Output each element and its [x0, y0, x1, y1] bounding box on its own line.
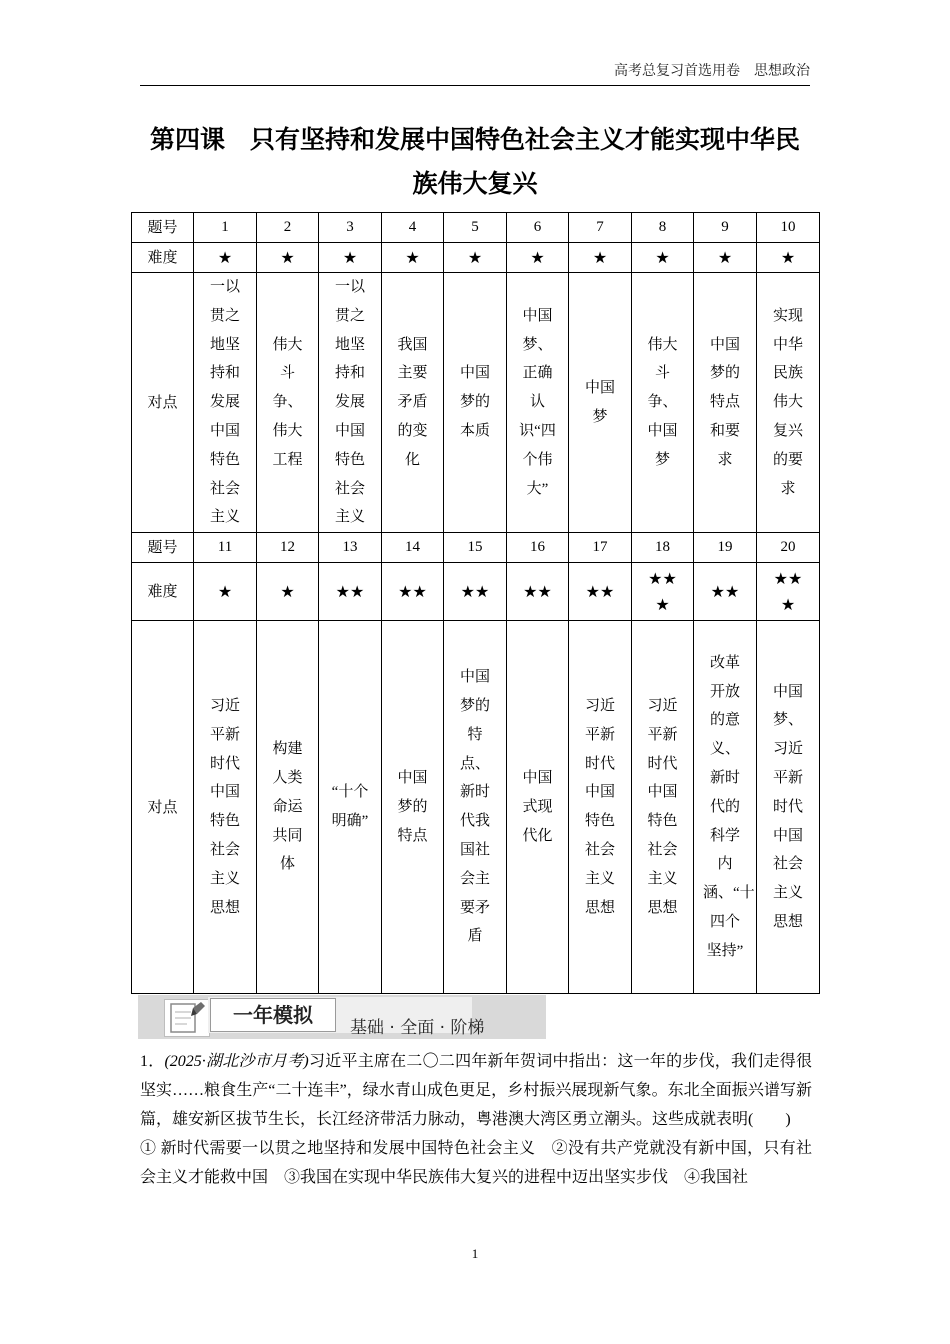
question-number-cell: 15 — [444, 533, 507, 563]
difficulty-stars: ★★ — [382, 563, 444, 621]
question-number-cell: 19 — [694, 533, 757, 563]
question-number-cell: 13 — [319, 533, 382, 563]
topic-text: 构建人类命运共同体 — [272, 741, 303, 873]
difficulty-stars-text: ★★★ — [648, 568, 677, 614]
topic-text: 一以贯之地坚持和发展中国特色社会主义 — [209, 279, 240, 526]
topic-text: 改革开放的意义、新时代的科学内涵、“十四个坚持” — [703, 654, 755, 959]
difficulty-stars: ★ — [194, 243, 257, 273]
topic-cell — [632, 621, 694, 994]
topic-cell — [382, 621, 444, 994]
question-options: ① 新时代需要一以贯之地坚持和发展中国特色社会主义 ②没有共产党就没有新中国，只有社会主义才能救中国 ③我国在实现中华民族伟大复兴的进程中迈出坚实步伐 ④我国社 — [140, 1140, 812, 1186]
question-number-cell: 16 — [507, 533, 569, 563]
running-header: 高考总复习首选用卷 思想政治 — [614, 64, 810, 79]
topic-text: 中国梦、习近平新时代中国社会主义思想 — [772, 683, 803, 931]
topic-cell — [757, 621, 820, 994]
banner-title: 一年模拟 — [210, 998, 336, 1032]
topic-cell — [757, 273, 820, 533]
question-1 — [140, 1047, 812, 1192]
question-number-cell: 4 — [382, 213, 444, 243]
table-row-topic-1 — [132, 273, 820, 533]
topic-cell — [382, 273, 444, 533]
question-number-cell: 3 — [319, 213, 382, 243]
pencil-icon — [164, 999, 210, 1037]
topic-text: “十个明确” — [331, 784, 369, 830]
topic-cell — [319, 273, 382, 533]
difficulty-stars: ★ — [569, 243, 632, 273]
difficulty-stars: ★★ — [694, 563, 757, 621]
difficulty-stars: ★ — [257, 243, 319, 273]
topic-text: 中国梦的本质 — [459, 365, 490, 439]
difficulty-stars — [632, 563, 694, 621]
topic-cell — [319, 621, 382, 994]
label-num: 题号 — [132, 533, 194, 563]
question-number-cell: 7 — [569, 213, 632, 243]
topic-text: 实现中华民族伟大复兴的要求 — [772, 307, 803, 497]
topic-cell — [257, 273, 319, 533]
difficulty-stars: ★★ — [444, 563, 507, 621]
section-banner — [138, 995, 546, 1039]
difficulty-stars: ★ — [194, 563, 257, 621]
table-row-diff-1 — [132, 243, 820, 273]
table-row-diff-2 — [132, 563, 820, 621]
page-number: 1 — [471, 1246, 479, 1261]
difficulty-stars: ★ — [507, 243, 569, 273]
question-number-cell: 11 — [194, 533, 257, 563]
topic-text: 我国主要矛盾的变化 — [397, 336, 428, 468]
topic-cell — [257, 621, 319, 994]
topic-cell — [444, 273, 507, 533]
question-number-cell: 14 — [382, 533, 444, 563]
label-diff: 难度 — [132, 243, 194, 273]
difficulty-stars: ★ — [632, 243, 694, 273]
question-number-cell: 5 — [444, 213, 507, 243]
header-divider — [140, 85, 810, 86]
table-row-num-2 — [132, 533, 820, 563]
difficulty-stars: ★ — [257, 563, 319, 621]
topic-text: 习近平新时代中国特色社会主义思想 — [209, 698, 240, 916]
question-number-cell: 9 — [694, 213, 757, 243]
label-topic: 对点 — [132, 621, 194, 994]
topic-text: 中国梦的特点 — [397, 770, 428, 844]
question-number-cell: 1 — [194, 213, 257, 243]
difficulty-stars: ★★ — [507, 563, 569, 621]
topic-cell — [694, 621, 757, 994]
question-number-cell: 20 — [757, 533, 820, 563]
difficulty-stars — [757, 563, 820, 621]
difficulty-stars: ★ — [694, 243, 757, 273]
topic-cell — [507, 273, 569, 533]
topic-cell — [569, 621, 632, 994]
difficulty-stars: ★ — [319, 243, 382, 273]
topic-text: 习近平新时代中国特色社会主义思想 — [584, 698, 615, 916]
topic-text: 习近平新时代中国特色社会主义思想 — [647, 698, 678, 916]
topic-text: 中国式现代化 — [522, 770, 553, 844]
label-diff: 难度 — [132, 563, 194, 621]
topic-cell — [569, 273, 632, 533]
topic-text: 中国梦的特点、新时代我国社会主要矛盾 — [459, 669, 490, 945]
question-number-cell: 8 — [632, 213, 694, 243]
topic-text: 伟大斗争、中国梦 — [647, 336, 678, 468]
label-topic: 对点 — [132, 273, 194, 533]
question-number-cell: 12 — [257, 533, 319, 563]
question-number-cell: 18 — [632, 533, 694, 563]
question-source: (2025·湖北沙市月考) — [164, 1053, 309, 1070]
difficulty-stars: ★★ — [319, 563, 382, 621]
topic-cell — [632, 273, 694, 533]
question-number: 1． — [140, 1053, 165, 1070]
difficulty-stars: ★ — [757, 243, 820, 273]
lesson-title-line2: 族伟大复兴 — [412, 169, 538, 198]
question-number-cell: 6 — [507, 213, 569, 243]
question-stem — [140, 1047, 812, 1134]
lesson-title-line1: 第四课 只有坚持和发展中国特色社会主义才能实现中华民 — [149, 125, 800, 154]
difficulty-stars: ★ — [444, 243, 507, 273]
table-row-topic-2 — [132, 621, 820, 994]
topic-text: 伟大斗争、伟大工程 — [272, 336, 303, 468]
lesson-title — [140, 118, 810, 206]
question-difficulty-table — [131, 212, 820, 994]
question-number-cell: 17 — [569, 533, 632, 563]
topic-text: 中国梦的特点和要求 — [709, 336, 740, 468]
topic-text: 中国梦、正确认识“四个伟大” — [519, 307, 556, 497]
question-number-cell: 2 — [257, 213, 319, 243]
question-number-cell: 10 — [757, 213, 820, 243]
topic-text: 一以贯之地坚持和发展中国特色社会主义 — [334, 279, 365, 526]
topic-cell — [194, 273, 257, 533]
table-row-num-1 — [132, 213, 820, 243]
topic-cell — [507, 621, 569, 994]
topic-cell — [444, 621, 507, 994]
difficulty-stars: ★ — [382, 243, 444, 273]
topic-cell — [694, 273, 757, 533]
label-num: 题号 — [132, 213, 194, 243]
topic-text: 中国梦 — [584, 379, 615, 425]
topic-cell — [194, 621, 257, 994]
question-text: 习近平主席在二〇二四年新年贺词中指出：这一年的步伐，我们走得很坚实……粮食生产“二十连丰”，绿水青山成色更足，乡村振兴展现新气象。东北全面振兴谱写新篇，雄安新区拔节生长，长江经济带活力脉动，粤港澳大湾区勇立潮头。这些成就表明( ) — [140, 1053, 812, 1128]
difficulty-stars: ★★ — [569, 563, 632, 621]
difficulty-stars-text: ★★★ — [773, 568, 803, 614]
banner-subtitle: 基础 · 全面 · 阶梯 — [350, 1018, 485, 1038]
